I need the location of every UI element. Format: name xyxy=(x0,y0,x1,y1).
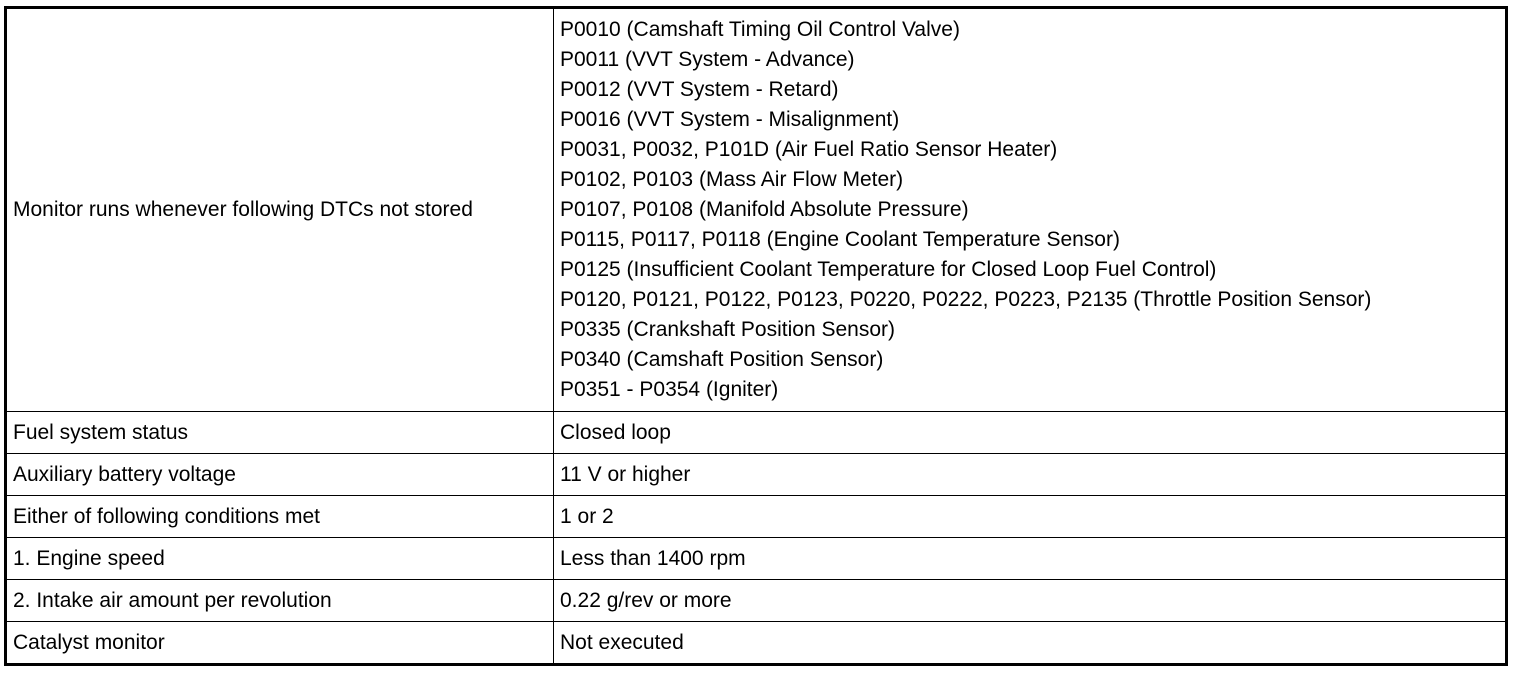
table-row xyxy=(6,454,1507,496)
dtc-item: P0010 (Camshaft Timing Oil Control Valve) xyxy=(560,18,960,41)
table-row xyxy=(6,496,1507,538)
dtc-item: P0340 (Camshaft Position Sensor) xyxy=(560,348,884,371)
condition-label: Catalyst monitor xyxy=(6,622,554,665)
condition-value: Closed loop xyxy=(554,412,1507,454)
condition-value: 0.22 g/rev or more xyxy=(554,580,1507,622)
condition-label: 1. Engine speed xyxy=(6,538,554,580)
dtc-item: P0335 (Crankshaft Position Sensor) xyxy=(560,318,896,341)
dtc-item: P0107, P0108 (Manifold Absolute Pressure) xyxy=(560,198,969,221)
conditions-table xyxy=(4,6,1508,666)
condition-label: 2. Intake air amount per revolution xyxy=(6,580,554,622)
condition-label: Fuel system status xyxy=(6,412,554,454)
condition-value: 11 V or higher xyxy=(554,454,1507,496)
table-row xyxy=(6,622,1507,665)
dtc-item: P0120, P0121, P0122, P0123, P0220, P0222, P0223, P2135 (Throttle Position Sensor) xyxy=(560,288,1372,311)
dtc-item: P0102, P0103 (Mass Air Flow Meter) xyxy=(560,168,904,191)
condition-label: Either of following conditions met xyxy=(6,496,554,538)
dtc-item: P0011 (VVT System - Advance) xyxy=(560,48,855,71)
dtc-item: P0012 (VVT System - Retard) xyxy=(560,78,839,101)
table-row xyxy=(6,412,1507,454)
table-row xyxy=(6,538,1507,580)
dtc-item: P0351 - P0354 (Igniter) xyxy=(560,378,779,401)
dtc-item: P0125 (Insufficient Coolant Temperature for Closed Loop Fuel Control) xyxy=(560,258,1217,281)
dtc-item: P0115, P0117, P0118 (Engine Coolant Temperature Sensor) xyxy=(560,228,1120,251)
table-row xyxy=(6,580,1507,622)
table-row-dtc-conditions xyxy=(6,8,1507,412)
condition-label: Auxiliary battery voltage xyxy=(6,454,554,496)
condition-value: Less than 1400 rpm xyxy=(554,538,1507,580)
condition-label: Monitor runs whenever following DTCs not stored xyxy=(6,8,554,412)
dtc-item: P0016 (VVT System - Misalignment) xyxy=(560,108,900,131)
dtc-item: P0031, P0032, P101D (Air Fuel Ratio Sensor Heater) xyxy=(560,138,1058,161)
condition-value: Not executed xyxy=(554,622,1507,665)
dtc-list xyxy=(554,8,1507,412)
condition-value: 1 or 2 xyxy=(554,496,1507,538)
